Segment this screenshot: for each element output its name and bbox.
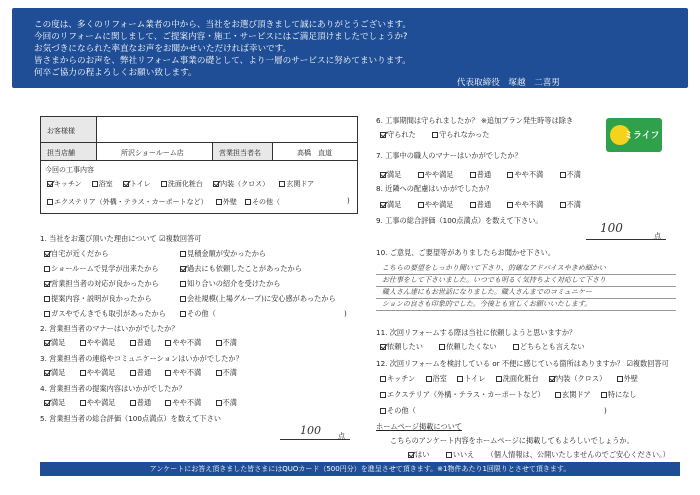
q6-options — [380, 130, 489, 139]
q12-row-2: エクステリア（外構・テラス・カーポートなど） 玄関ドア 特になし — [380, 390, 637, 399]
name-label-cell — [41, 117, 97, 143]
q5-title: 5. 営業担当者の総合評価（100点満点）を数えて下さい — [40, 414, 221, 423]
q1-opt[interactable]: 提案内容・説明が良かったから — [44, 294, 152, 303]
q8-scale: 満足 やや満足 普通 やや不満 不満 — [380, 200, 581, 209]
work-title: 今回の工事内容 — [45, 166, 94, 174]
comment-line: こちらの要望をしっかり聞いて下さり、的確なアドバイスやきめ細かい — [382, 264, 606, 272]
homepage-options — [408, 450, 670, 459]
q2-title: 2. 営業担当者のマナーはいかがでしたか？ — [40, 324, 179, 333]
comment-line: ションの良さも印象的でした。今後とも宜しくお願いいたします。 — [382, 300, 592, 308]
q6-opt-kept[interactable]: 守られた — [387, 130, 416, 139]
work-bath[interactable]: 浴室 — [98, 180, 113, 188]
work-wall[interactable]: 外壁 — [222, 198, 237, 206]
q1-title: 1. 当社をお選び頂いた理由について ☑複数回答可 — [40, 234, 202, 243]
q1-opt[interactable]: 見積金額が安かったから — [180, 249, 266, 258]
greeting-line: お気づきになられた率直なお声をお聞かせいただければ幸いです。 — [34, 44, 292, 54]
rule — [376, 286, 676, 287]
q1-opt[interactable]: ショールームで見学が出来たから — [44, 264, 159, 273]
mirife-logo — [606, 118, 662, 152]
work-vanity[interactable]: 洗面化粧台 — [167, 180, 203, 188]
q1-opt[interactable]: 会社規模(上場グループ)に安心感があったから — [180, 294, 336, 303]
customer-name-field[interactable] — [97, 117, 358, 143]
customer-info-table — [40, 116, 358, 214]
q1-opt[interactable]: その他（ — [180, 309, 216, 318]
q3-scale: 満足 やや満足 普通 やや不満 不満 — [44, 368, 237, 377]
q9-unit: 点 — [654, 232, 661, 240]
greeting-line: この度は、多くのリフォーム業者の中から、当社をお選び頂きまして誠にありがとうございます。 — [34, 20, 412, 30]
q5-unit: 点 — [338, 432, 345, 440]
q12-row-3: その他（ — [380, 406, 416, 415]
q4-scale: 満足 やや満足 普通 やや不満 不満 — [44, 398, 237, 407]
q3-title: 3. 営業担当者の連絡やコミュニケーションはいかがでしたか？ — [40, 354, 243, 363]
q1-opt[interactable]: 過去にも依頼したことがあったから — [180, 264, 302, 273]
q11-opt-no[interactable]: 依頼したくない — [446, 342, 497, 351]
q11-options — [380, 342, 585, 351]
signature: 代表取締役 塚越 二喜男 — [456, 78, 560, 88]
paren-close: ) — [604, 406, 607, 415]
homepage-title: ホームページ掲載について — [376, 422, 462, 431]
logo-text: ミライフ — [624, 131, 660, 141]
q12-title: 12. 次回リフォームを検討している or 不便に感じている箇所はありますか？ ☑複数回答可 — [376, 359, 669, 368]
homepage-question: こちらのアンケート内容をホームページに掲載してもよろしいでしょうか。 — [390, 436, 634, 445]
q6-title: 6. 工事期間は守られましたか？ ※追加プラン発生時等は除き — [376, 116, 574, 125]
homepage-no[interactable]: いいえ — [452, 450, 475, 459]
q2-scale: 満足 やや満足 普通 やや不満 不満 — [44, 338, 237, 347]
paren-close: ) — [344, 309, 347, 318]
q10-title: 10. ご意見、ご要望等がありましたらお聞かせ下さい。 — [376, 248, 556, 257]
q11-opt-neutral[interactable]: どちらとも言えない — [519, 342, 585, 351]
q9-score-value: 100 — [600, 221, 623, 235]
staff-value-cell — [273, 143, 358, 161]
q1-opt[interactable]: ガスやでんきでも取引があったから — [44, 309, 166, 318]
staff-label: 営業担当者名 — [219, 149, 261, 157]
work-other[interactable]: その他（ — [252, 198, 281, 206]
footer-banner: アンケートにお答え頂きました皆さまにはQUOカード（500円分）を進呈させて頂きます。※1物件あたり1回限りとさせて頂きます。 — [40, 462, 680, 476]
store-value: 所沢ショールーム店 — [121, 149, 184, 157]
q1-opt[interactable]: 自宅が近くだから — [44, 249, 109, 258]
q9-title: 9. 工事の総合評価（100点満点）を数えて下さい。 — [376, 216, 543, 225]
homepage-yes[interactable]: はい — [415, 450, 430, 459]
q4-title: 4. 営業担当者の提案内容はいかがでしたか？ — [40, 384, 186, 393]
store-value-cell — [97, 143, 213, 161]
staff-label-cell — [213, 143, 273, 161]
rule — [376, 298, 676, 299]
q11-title: 11. 次回リフォームする際は当社に依頼しようと思いますか？ — [376, 328, 577, 337]
work-kitchen[interactable]: キッチン — [54, 180, 82, 188]
q6-opt-not-kept[interactable]: 守られなかった — [439, 130, 490, 139]
work-exterior[interactable]: エクステリア（外構・テラス・カーポートなど） — [54, 198, 208, 206]
greeting-line: 今回のリフォームに関しまして、ご提案内容・施工・サービスにはご満足頂けましたでしょうか? — [34, 32, 408, 42]
greeting-line: 皆さまからのお声を、弊社リフォーム事業の礎として、より一層のサービスに努めてまいります。 — [34, 56, 411, 66]
paren-close: ) — [347, 197, 350, 205]
q5-score-value: 100 — [300, 424, 321, 437]
q7-scale: 満足 やや満足 普通 やや不満 不満 — [380, 170, 581, 179]
work-door[interactable]: 玄関ドア — [286, 180, 315, 188]
comment-line: 職人さん達にもお世話になりました。職人さんまでのコミュニケー — [382, 288, 592, 296]
work-interior[interactable]: 内装（クロス） — [220, 180, 270, 188]
q7-title: 7. 工事中の職人のマナーはいかがでしたか？ — [376, 151, 522, 160]
greeting-line: 何卒ご協力の程よろしくお願い致します。 — [34, 68, 197, 78]
q1-opt[interactable]: 営業担当者の対応が良かったから — [44, 279, 159, 288]
name-label: お客様様 — [47, 127, 75, 135]
store-label-cell — [41, 143, 97, 161]
q5-score-field[interactable] — [280, 426, 350, 440]
greeting-banner — [12, 8, 688, 88]
staff-value: 高橋 直道 — [297, 149, 332, 157]
work-row-2 — [47, 197, 280, 207]
q9-score-field[interactable] — [586, 221, 666, 240]
work-toilet[interactable]: トイレ — [129, 180, 151, 188]
homepage-note: （個人情報は、公開いたしませんのでご安心ください。） — [486, 450, 670, 459]
q11-opt-yes[interactable]: 依頼したい — [387, 342, 423, 351]
rule — [376, 274, 676, 275]
work-row-1 — [47, 179, 314, 189]
store-label: 担当店舗 — [47, 149, 75, 157]
comment-line: お仕事をして下さいました。いつでも明るく気持ちよく対応して下さり — [382, 276, 606, 284]
rule — [376, 310, 676, 311]
q1-opt[interactable]: 知り合いの紹介を受けたから — [180, 279, 280, 288]
q8-title: 8. 近隣への配慮はいかがでしたか？ — [376, 184, 493, 193]
q12-row-1: キッチン 浴室 トイレ 洗面化粧台 内装（クロス） 外壁 — [380, 374, 638, 383]
